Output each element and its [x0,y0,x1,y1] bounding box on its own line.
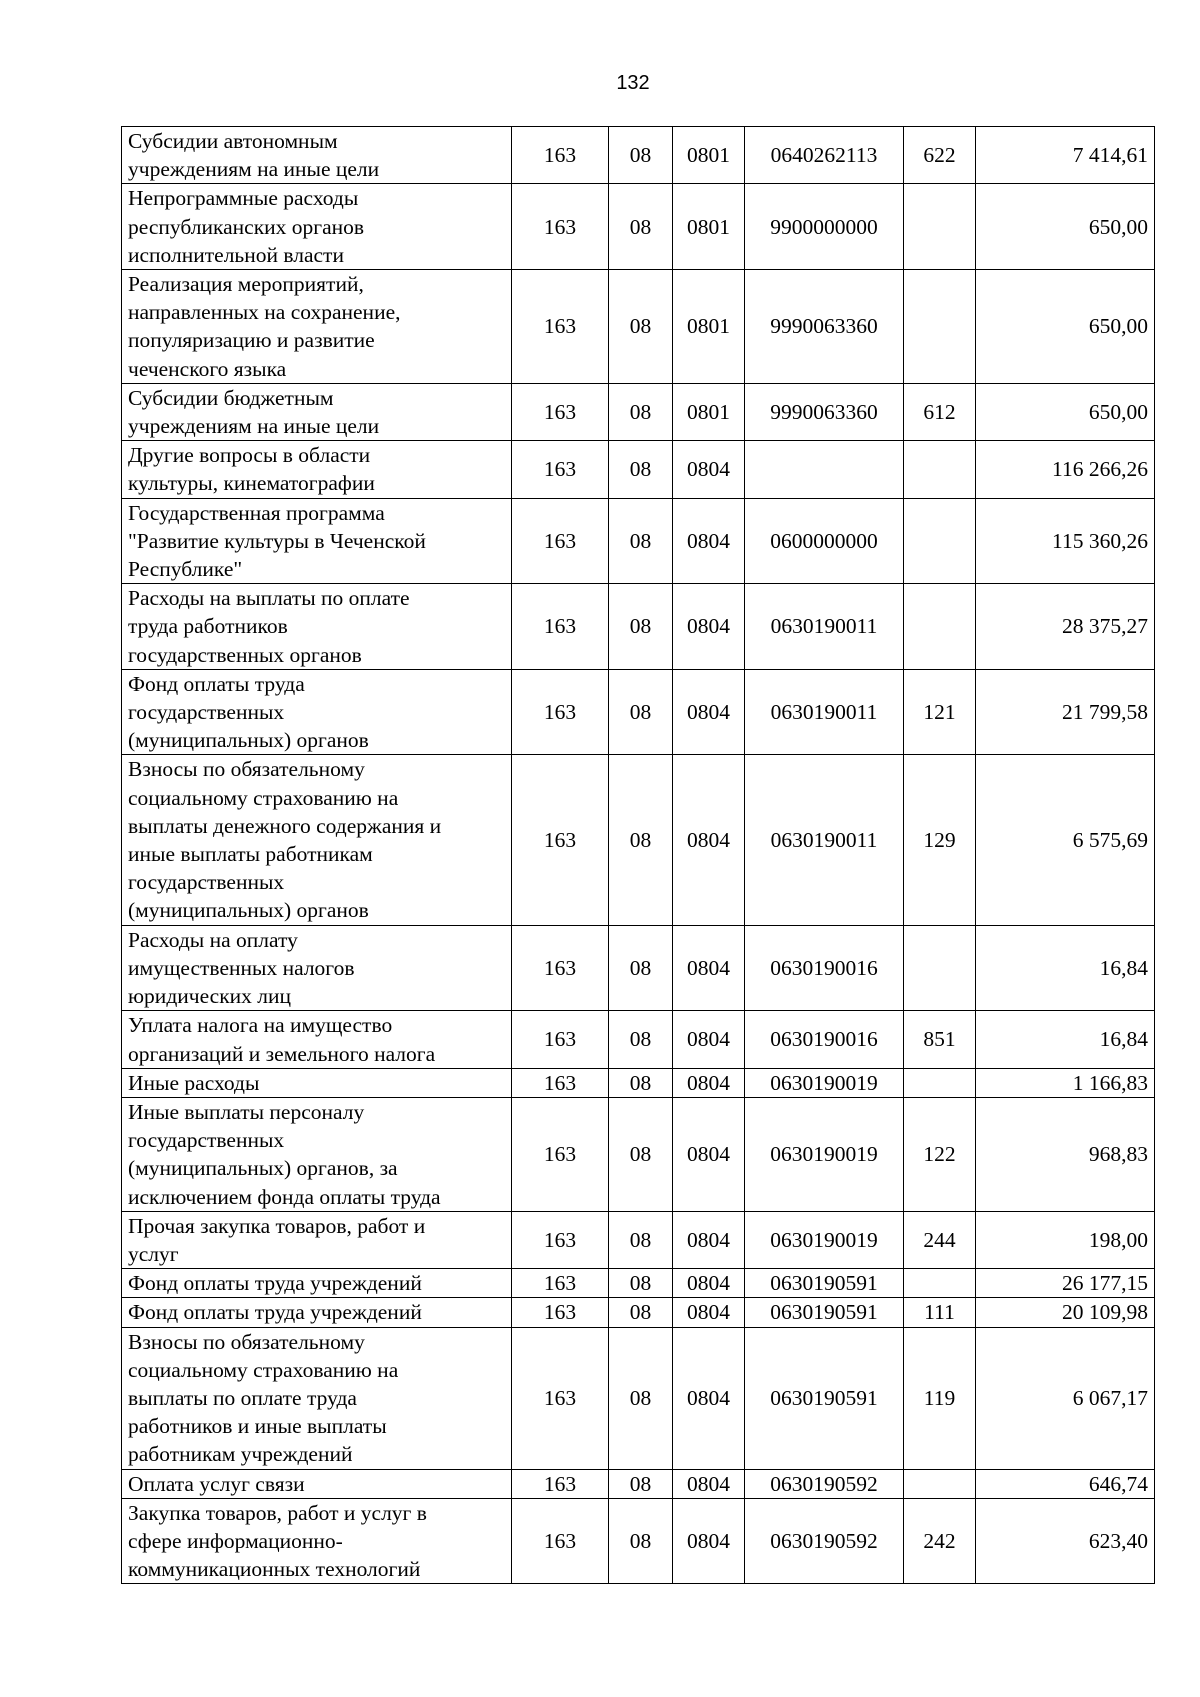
ministry-code-cell: 163 [512,584,609,670]
ministry-code-cell: 163 [512,1327,609,1469]
expense-name-line: Иные расходы [128,1070,260,1095]
section-code-cell: 08 [609,584,673,670]
ministry-code-cell: 163 [512,925,609,1011]
budget-table [121,126,1155,1584]
amount-cell: 650,00 [976,270,1155,384]
target-article-cell: 0630190592 [745,1498,904,1584]
expense-name-cell [122,1327,512,1469]
expense-type-cell [904,441,976,498]
expense-name-cell [122,383,512,440]
table-row [122,1327,1155,1469]
expense-name-cell [122,270,512,384]
expense-type-cell [904,1068,976,1097]
expense-name-line: Расходы на оплату [128,927,298,952]
subsection-code-cell: 0804 [673,1068,745,1097]
expense-name-cell [122,1269,512,1298]
ministry-code-cell: 163 [512,1298,609,1327]
ministry-code-cell: 163 [512,270,609,384]
expense-name-line: Реализация мероприятий, [128,272,364,297]
table-row [122,584,1155,670]
expense-name-line: услуг [128,1241,179,1266]
subsection-code-cell: 0804 [673,1269,745,1298]
ministry-code-cell: 163 [512,1269,609,1298]
table-row [122,127,1155,184]
target-article-cell: 0630190011 [745,584,904,670]
target-article-cell: 0630190591 [745,1298,904,1327]
section-code-cell: 08 [609,383,673,440]
section-code-cell: 08 [609,270,673,384]
expense-type-cell [904,925,976,1011]
expense-name-line: чеченского языка [128,356,287,381]
expense-type-cell: 244 [904,1211,976,1268]
table-row [122,1068,1155,1097]
target-article-cell: 0630190019 [745,1068,904,1097]
table-row [122,1298,1155,1327]
subsection-code-cell: 0804 [673,1211,745,1268]
expense-type-cell: 111 [904,1298,976,1327]
expense-name-cell [122,584,512,670]
expense-name-line: Государственная программа [128,500,385,525]
subsection-code-cell: 0801 [673,127,745,184]
expense-name-line: организаций и земельного налога [128,1041,436,1066]
expense-name-line: работников и иные выплаты [128,1414,387,1439]
ministry-code-cell: 163 [512,1498,609,1584]
subsection-code-cell: 0801 [673,383,745,440]
section-code-cell: 08 [609,925,673,1011]
target-article-cell: 0630190019 [745,1097,904,1211]
expense-name-line: Иные выплаты персоналу [128,1099,365,1124]
table-row [122,1469,1155,1498]
subsection-code-cell: 0804 [673,584,745,670]
target-article-cell: 0630190591 [745,1327,904,1469]
subsection-code-cell: 0804 [673,1469,745,1498]
expense-name-line: имущественных налогов [128,955,355,980]
expense-type-cell: 119 [904,1327,976,1469]
subsection-code-cell: 0804 [673,1298,745,1327]
target-article-cell: 0630190016 [745,1011,904,1068]
page-number: 132 [616,72,650,94]
expense-name-line: Прочая закупка товаров, работ и [128,1213,426,1238]
expense-type-cell [904,498,976,584]
expense-name-line: иные выплаты работникам [128,842,373,867]
target-article-cell: 0630190592 [745,1469,904,1498]
expense-name-line: учреждениям на иные цели [128,414,380,439]
expense-name-cell [122,184,512,270]
expense-name-line: работникам учреждений [128,1442,353,1467]
subsection-code-cell: 0804 [673,1097,745,1211]
ministry-code-cell: 163 [512,127,609,184]
ministry-code-cell: 163 [512,755,609,925]
amount-cell: 115 360,26 [976,498,1155,584]
amount-cell: 650,00 [976,184,1155,270]
expense-name-line: Другие вопросы в области [128,443,371,468]
subsection-code-cell: 0804 [673,669,745,755]
expense-type-cell: 121 [904,669,976,755]
section-code-cell: 08 [609,1011,673,1068]
subsection-code-cell: 0801 [673,270,745,384]
amount-cell: 26 177,15 [976,1269,1155,1298]
subsection-code-cell: 0804 [673,925,745,1011]
expense-name-line: Фонд оплаты труда учреждений [128,1300,422,1325]
table-row [122,1211,1155,1268]
expense-type-cell: 612 [904,383,976,440]
expense-name-cell [122,1298,512,1327]
ministry-code-cell: 163 [512,1211,609,1268]
expense-name-line: труда работников [128,614,288,639]
table-row [122,1498,1155,1584]
amount-cell: 623,40 [976,1498,1155,1584]
table-row [122,755,1155,925]
table-row [122,270,1155,384]
expense-name-line: Фонд оплаты труда [128,671,305,696]
section-code-cell: 08 [609,127,673,184]
subsection-code-cell: 0801 [673,184,745,270]
table-row [122,1269,1155,1298]
section-code-cell: 08 [609,1097,673,1211]
target-article-cell: 0640262113 [745,127,904,184]
section-code-cell: 08 [609,1269,673,1298]
target-article-cell: 0630190016 [745,925,904,1011]
target-article-cell: 0630190591 [745,1269,904,1298]
expense-name-line: государственных [128,1128,285,1153]
expense-name-line: Республике" [128,557,243,582]
expense-type-cell: 622 [904,127,976,184]
expense-name-line: государственных органов [128,642,362,667]
table-row [122,498,1155,584]
expense-name-cell [122,755,512,925]
section-code-cell: 08 [609,669,673,755]
expense-type-cell [904,184,976,270]
expense-name-cell [122,925,512,1011]
ministry-code-cell: 163 [512,1097,609,1211]
expense-name-line: Взносы по обязательному [128,757,365,782]
ministry-code-cell: 163 [512,184,609,270]
table-row [122,925,1155,1011]
amount-cell: 20 109,98 [976,1298,1155,1327]
expense-name-line: Субсидии автономным [128,129,338,153]
section-code-cell: 08 [609,184,673,270]
expense-name-line: популяризацию и развитие [128,328,375,353]
expense-type-cell [904,1469,976,1498]
expense-name-line: Взносы по обязательному [128,1329,365,1354]
expense-name-line: исполнительной власти [128,242,344,267]
table-row [122,441,1155,498]
section-code-cell: 08 [609,1211,673,1268]
section-code-cell: 08 [609,1068,673,1097]
expense-name-line: социальному страхованию на [128,1357,399,1382]
amount-cell: 28 375,27 [976,584,1155,670]
table-row [122,1097,1155,1211]
table-row [122,184,1155,270]
expense-type-cell: 122 [904,1097,976,1211]
subsection-code-cell: 0804 [673,498,745,584]
expense-name-cell [122,1097,512,1211]
target-article-cell: 0630190011 [745,755,904,925]
section-code-cell: 08 [609,1469,673,1498]
expense-name-cell [122,441,512,498]
target-article-cell: 9900000000 [745,184,904,270]
amount-cell: 116 266,26 [976,441,1155,498]
expense-name-cell [122,1011,512,1068]
expense-name-line: направленных на сохранение, [128,300,401,325]
amount-cell: 6 067,17 [976,1327,1155,1469]
amount-cell: 198,00 [976,1211,1155,1268]
expense-name-line: (муниципальных) органов, за [128,1156,398,1181]
expense-name-cell [122,127,512,184]
expense-name-cell [122,498,512,584]
expense-name-cell [122,1469,512,1498]
expense-type-cell: 129 [904,755,976,925]
expense-name-line: Фонд оплаты труда учреждений [128,1271,422,1296]
subsection-code-cell: 0804 [673,441,745,498]
expense-type-cell: 851 [904,1011,976,1068]
subsection-code-cell: 0804 [673,1011,745,1068]
target-article-cell: 0630190011 [745,669,904,755]
section-code-cell: 08 [609,1498,673,1584]
expense-type-cell [904,1269,976,1298]
section-code-cell: 08 [609,1327,673,1469]
expense-name-cell [122,1068,512,1097]
table-row [122,1011,1155,1068]
expense-type-cell: 242 [904,1498,976,1584]
ministry-code-cell: 163 [512,669,609,755]
expense-type-cell [904,584,976,670]
subsection-code-cell: 0804 [673,755,745,925]
expense-name-line: Закупка товаров, работ и услуг в [128,1500,427,1525]
amount-cell: 21 799,58 [976,669,1155,755]
expense-name-line: государственных [128,700,285,725]
expense-name-line: выплаты денежного содержания и [128,813,442,838]
target-article-cell: 9990063360 [745,383,904,440]
expense-name-line: Непрограммные расходы [128,186,359,211]
section-code-cell: 08 [609,1298,673,1327]
expense-name-line: сфере информационно- [128,1528,343,1553]
expense-name-line: культуры, кинематографии [128,471,375,496]
expense-name-line: Оплата услуг связи [128,1471,305,1496]
amount-cell: 16,84 [976,1011,1155,1068]
amount-cell: 650,00 [976,383,1155,440]
ministry-code-cell: 163 [512,1469,609,1498]
amount-cell: 16,84 [976,925,1155,1011]
amount-cell: 646,74 [976,1469,1155,1498]
expense-name-line: юридических лиц [128,984,292,1009]
ministry-code-cell: 163 [512,441,609,498]
section-code-cell: 08 [609,441,673,498]
subsection-code-cell: 0804 [673,1327,745,1469]
expense-type-cell [904,270,976,384]
expense-name-cell [122,1498,512,1584]
expense-name-cell [122,669,512,755]
expense-name-line: социальному страхованию на [128,785,399,810]
target-article-cell: 0600000000 [745,498,904,584]
expense-name-line: (муниципальных) органов [128,728,369,753]
expense-name-line: Уплата налога на имущество [128,1013,393,1038]
expense-name-line: Расходы на выплаты по оплате [128,586,410,611]
amount-cell: 6 575,69 [976,755,1155,925]
ministry-code-cell: 163 [512,1011,609,1068]
table-row [122,383,1155,440]
expense-name-line: исключением фонда оплаты труда [128,1184,441,1209]
ministry-code-cell: 163 [512,498,609,584]
ministry-code-cell: 163 [512,383,609,440]
table-row [122,669,1155,755]
section-code-cell: 08 [609,498,673,584]
expense-name-line: учреждениям на иные цели [128,157,380,182]
target-article-cell [745,441,904,498]
expense-name-line: "Развитие культуры в Чеченской [128,528,426,553]
expense-name-cell [122,1211,512,1268]
target-article-cell: 9990063360 [745,270,904,384]
expense-name-line: (муниципальных) органов [128,898,369,923]
expense-name-line: государственных [128,870,285,895]
target-article-cell: 0630190019 [745,1211,904,1268]
expense-name-line: выплаты по оплате труда [128,1385,357,1410]
amount-cell: 1 166,83 [976,1068,1155,1097]
expense-name-line: коммуникационных технологий [128,1557,421,1582]
amount-cell: 968,83 [976,1097,1155,1211]
amount-cell: 7 414,61 [976,127,1155,184]
ministry-code-cell: 163 [512,1068,609,1097]
section-code-cell: 08 [609,755,673,925]
subsection-code-cell: 0804 [673,1498,745,1584]
expense-name-line: Субсидии бюджетным [128,385,334,410]
budget-table-body [122,127,1155,1584]
expense-name-line: республиканских органов [128,214,365,239]
